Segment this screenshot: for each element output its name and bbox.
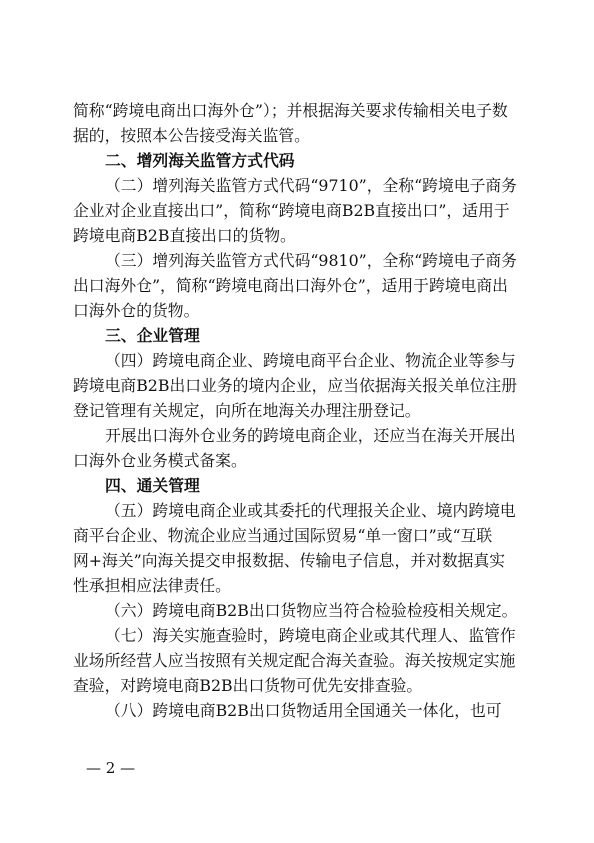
body-text-line: 查验，对跨境电商B2B出口货物可优先安排查验。	[73, 676, 423, 695]
paragraph-start: （八）跨境电商B2B出口货物适用全国通关一体化，也可	[105, 701, 502, 720]
body-text-line: 出口海外仓”，简称“跨境电商出口海外仓”，适用于跨境电商出	[73, 276, 508, 295]
body-text-line: 口海外仓的货物。	[73, 301, 200, 320]
body-text-line: 企业对企业直接出口”，简称“跨境电商B2B直接出口”，适用于	[73, 201, 510, 220]
section-heading: 二、增列海关监管方式代码	[105, 151, 295, 170]
body-text-line: 商平台企业、物流企业应当通过国际贸易“单一窗口”或“互联	[73, 526, 493, 545]
paragraph-start: 开展出口海外仓业务的跨境电商企业，还应当在海关开展出	[105, 426, 516, 445]
page-number: — 2 —	[86, 759, 136, 777]
body-text-line: 登记管理有关规定，向所在地海关办理注册登记。	[73, 401, 421, 420]
paragraph-start: （六）跨境电商B2B出口货物应当符合检验检疫相关规定。	[105, 601, 518, 620]
body-text-line: 据的，按照本公告接受海关监管。	[73, 126, 310, 145]
document-body	[73, 98, 525, 723]
body-text-line: 跨境电商B2B出口业务的境内企业，应当依据海关报关单位注册	[73, 376, 517, 395]
body-text-line: 业场所经营人应当按照有关规定配合海关查验。海关按规定实施	[73, 651, 516, 670]
body-text-line: 简称“跨境电商出口海外仓”）；并根据海关要求传输相关电子数	[73, 101, 508, 120]
section-heading: 三、企业管理	[105, 326, 200, 345]
section-heading: 四、通关管理	[105, 476, 200, 495]
body-text-line: 网+海关”向海关提交申报数据、传输电子信息，并对数据真实	[73, 551, 506, 570]
body-text-line: 口海外仓业务模式备案。	[73, 451, 247, 470]
paragraph-start: （七）海关实施查验时，跨境电商企业或其代理人、监管作	[105, 626, 516, 645]
paragraph-start: （二）增列海关监管方式代码“9710”，全称“跨境电子商务	[105, 176, 517, 195]
paragraph-start: （三）增列海关监管方式代码“9810”，全称“跨境电子商务	[105, 251, 517, 270]
body-text-line: 跨境电商B2B直接出口的货物。	[73, 226, 296, 245]
paragraph-start: （五）跨境电商企业或其委托的代理报关企业、境内跨境电	[105, 501, 516, 520]
paragraph-start: （四）跨境电商企业、跨境电商平台企业、物流企业等参与	[105, 351, 516, 370]
body-text-line: 性承担相应法律责任。	[73, 576, 231, 595]
